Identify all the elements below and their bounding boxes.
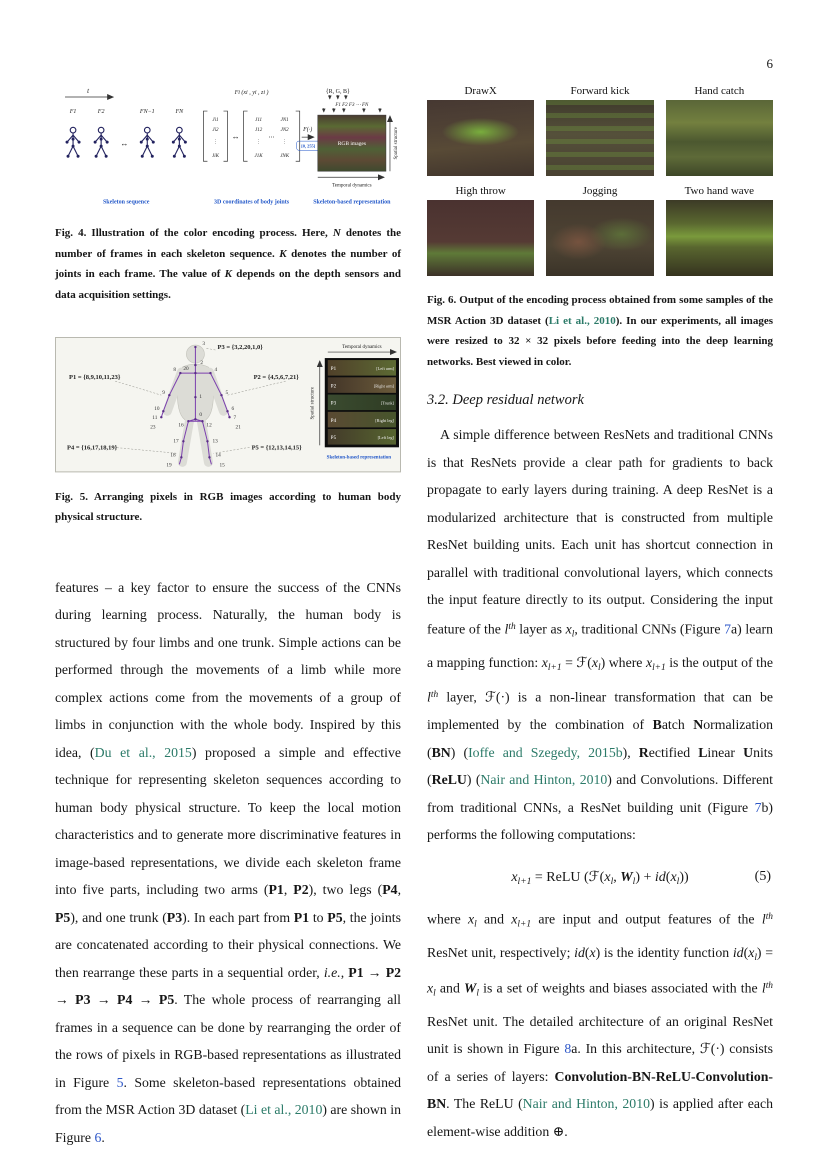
fig6-sample-label: Forward kick [570,85,630,97]
encoding-arrow [297,126,320,150]
fig6-sample-image [546,100,653,176]
rgb-image-block-label: RGB images [337,141,366,148]
fig6-sample-label: Two hand wave [684,185,755,197]
row-limb: [Trunk] [380,400,394,406]
fig6-sample-label: High throw [455,185,506,197]
coordinate-function-label: Fi (xi , yi , zi ) [234,90,269,97]
citation-link[interactable]: Li et al., 2010 [548,314,616,327]
fig6-sample-high-throw [427,185,534,276]
joint-number: 4 [214,367,218,374]
rgb-representation [313,89,399,205]
temporal-dynamics-label: Temporal dynamics [332,183,372,189]
joint-number: 14 [215,452,221,459]
figure-reference-link[interactable]: 7 [724,621,732,637]
row-part: P4 [330,419,337,425]
swap-symbol: ↔ [231,132,240,142]
matrix-entry: Ji2 [212,128,219,134]
part-label-p3: P3 = {3,2,20,1,0} [217,344,263,352]
fig6-sample-drawx [427,85,534,176]
figure-4 [55,85,401,305]
fig6-sample-jogging [546,185,653,276]
row-limb: [Left leg] [377,435,394,441]
citation-link[interactable]: Nair and Hinton, 2010 [522,1096,651,1112]
joint-number: 6 [231,406,235,413]
skeleton-sequence-label: Skeleton sequence [102,199,150,206]
figure-6 [427,85,773,372]
frame-label: F1 [69,109,77,116]
matrix-entry: J12 [254,128,263,134]
matrix-entry: J1K [254,154,263,160]
section-heading: 3.2. Deep residual network [427,392,584,408]
joint-number: 18 [170,452,176,459]
spatial-structure-label: Spatial structure [310,387,316,420]
time-axis [65,87,113,97]
fig4-diagram [55,85,401,209]
fig6-caption: Fig. 6. Output of the encoding process obtained from some samples of the MSR Action 3D dataset (Li et al., 2010). In our experiments, all images were resized to 32 × 32 pixels before feeding into the deep learning networks. Best viewed in color. [427,294,773,368]
right-column [427,85,773,1145]
joint-number: 13 [212,438,218,445]
citation-link[interactable]: Nair and Hinton, 2010 [480,772,608,787]
page-number: 6 [766,56,773,71]
joint-number: 3 [202,341,206,348]
joint-number: 5 [225,390,229,397]
representation-label: Skeleton-based representation [326,455,392,461]
right-paragraph-1: A simple difference between ResNets and traditional CNNs is that ResNets provide a clear path for gradients to back propagate to early layers during training. A deep ResNet is a modularized architecture that is constructed from multiple ResNet building units. Each unit has shortcut connection in parallel with traditional convolutional layers, which connects the input feature directly to its output. Considering the input feature of the $l^{th}$ layer as $x_l$, traditional CNNs (Figure 7a) learn a mapping function: $x_{l+1}$ = $ℱ(x_l)$ where $x_{l+1}$ is the output of the $l^{th}$ layer, ℱ(·) is a non-linear transformation that can be implemented by the combination of Batch Normalization (BN) (Ioffe and Szegedy, 2015b), Rectified Linear Units (ReLU) (Nair and Hinton, 2010) and Convolutions. Different from traditional CNNs, a ResNet building unit (Figure 7b) performs the following computations: [427,427,773,842]
swap-symbol: ↔ [120,139,129,149]
equation-number: (5) [754,869,771,885]
skeleton-sequence [66,109,186,205]
row-limb: [Right arm] [373,383,394,389]
joint-number: 20 [183,366,189,373]
fig6-sample-two-hand-wave [666,185,773,276]
matrix-entry: JN1 [280,118,289,124]
representation-label: Skeleton-based representation [313,199,391,206]
equation-body: $x_{l+1}$ = ReLU ($ℱ(x_l$, $W_l) + id(x_l)$) [511,869,689,887]
frame-label: FN−1 [139,109,155,116]
fig6-sample-image [427,200,534,276]
fig6-sample-label: Hand catch [694,85,745,97]
right-paragraph-2: where $x_l$ and $x_{l+1}$ are input and output features of the $l^{th}$ ResNet unit, respectively; id(x) is the identity function $id(x_l) = x_l$ and $W_l$ is a set of weights and biases associated with the $l^{th}$ ResNet unit. The detailed architecture of an original ResNet unit is shown in Figure 8a. In this architecture, ℱ(·) consists of a series of layers: Convolution-BN-ReLU-Convolution-BN. The ReLU (Nair and Hinton, 2010) is applied after each element-wise addition ⊕. [427,912,774,1139]
fig5-diagram [55,337,401,472]
matrix-entry: ⋮ [282,140,288,146]
row-part: P1 [330,367,337,373]
fig4-caption: Fig. 4. Illustration of the color encoding process. Here, N denotes the number of frames in each skeleton sequence. K denotes the number of joints in each frame. The value of K depends on the depth sensors and data acquisition settings. [55,227,402,301]
joint-number: 11 [152,415,158,422]
figure-reference-link[interactable]: 6 [94,1129,102,1145]
part-label-p2: P2 = {4,5,6,7,21} [253,374,299,382]
fig6-sample-image [666,100,773,176]
joint-number: 10 [154,406,160,413]
joint-number: 16 [178,422,184,429]
citation-link[interactable]: Li et al., 2010 [245,1102,323,1118]
citation-link[interactable]: Ioffe and Szegedy, 2015b [468,744,623,760]
coordinates-label: 3D coordinates of body joints [214,199,290,206]
joint-number: 12 [206,422,212,429]
joint-number: 19 [166,462,172,469]
row-part: P5 [330,436,337,442]
spatial-structure-label: Spatial structure [393,126,399,160]
citation-link[interactable]: Du et al., 2015 [94,744,192,760]
fig6-grid [427,85,773,276]
figure-reference-link[interactable]: 5 [116,1074,124,1090]
row-limb: [Right leg] [375,418,394,424]
matrix-entry: JN2 [280,128,289,134]
ellipsis: ⋯ [268,135,275,142]
joint-coordinates-matrices [203,89,299,205]
fig6-sample-label: Jogging [582,185,618,197]
joint-number: 2 [200,360,204,367]
part-label-p4: P4 = {16,17,18,19} [67,444,118,452]
joint-number: 9 [162,390,165,397]
joint-number: 21 [235,424,241,431]
part-label-p1: P1 = {8,9,10,11,23} [69,374,121,382]
fig6-sample-image [546,200,653,276]
rgb-channels-label: {R, G, B} [325,89,350,96]
frame-label: FN [175,109,184,116]
joint-number: 0 [199,412,203,419]
fig6-sample-image [427,100,534,176]
equation-5 [427,869,773,887]
mapping-function-label: F(·) [303,127,313,134]
joint-number: 23 [150,424,156,431]
matrix-entry: ⋮ [212,140,218,146]
row-limb: [Left arm] [376,366,394,372]
figure-5 [55,337,401,527]
matrix-entry: JiK [211,154,219,160]
part-label-p5: P5 = {12,13,14,15} [251,444,302,452]
fig6-sample-image [666,200,773,276]
matrix-entry: ⋮ [256,140,262,146]
fig6-sample-label: DrawX [464,85,497,97]
joint-number: 1 [199,394,203,401]
joint-number: 7 [233,415,237,422]
matrix-entry: JNK [280,154,290,160]
fig6-sample-hand-catch [666,85,773,176]
temporal-dynamics-label: Temporal dynamics [342,345,382,351]
value-range-label: [0, 255] [301,143,316,149]
left-paragraph: features – a key factor to ensure the success of the CNNs during learning process. Naturally, the human body is structured by four limbs and one trunk. Simple actions can be performed through the movements of a limb while more complex actions come from the movements of a group of limbs in conjunction with the whole body. Inspired by this idea, (Du et al., 2015) proposed a simple and effective technique for representing skeleton sequences according to human body physical structure. To keep the local motion characteristics and to generate more discriminative features in image-based representations, we divide each skeleton frame into five parts, including two arms (P1, P2), two legs (P4, P5), and one trunk (P3). In each part from P1 to P5, the joints are concatenated according to their physical connections. We then rearrange these parts in a sequential order, i.e., P1 → P2 → P3 → P4 → P5. The whole process of rearranging all frames in a sequence can be done by rearranging the order of the rows of pixels in RGB-based representations as illustrated in Figure 5. Some skeleton-based representations obtained from the MSR Action 3D dataset (Li et al., 2010) are shown in Figure 6. [55,579,402,1145]
joint-number: 8 [173,367,176,374]
figure-reference-link[interactable]: 8 [564,1041,572,1057]
left-column [55,85,401,1151]
matrix-entry: Ji1 [212,118,219,124]
fig6-sample-forward-kick [546,85,653,176]
row-part: P2 [330,384,337,390]
matrix-entry: J11 [255,118,263,124]
row-part: P3 [330,401,337,407]
figure-reference-link[interactable]: 7 [754,799,762,815]
fig5-caption: Fig. 5. Arranging pixels in RGB images according to human body physical structure. [55,490,401,524]
joint-number: 17 [173,438,179,445]
frame-label: F2 [97,109,105,116]
joint-number: 15 [219,462,225,469]
image-frame-labels: F1 F2 F3 ⋯ FN [335,103,369,109]
time-label: t [87,87,90,96]
